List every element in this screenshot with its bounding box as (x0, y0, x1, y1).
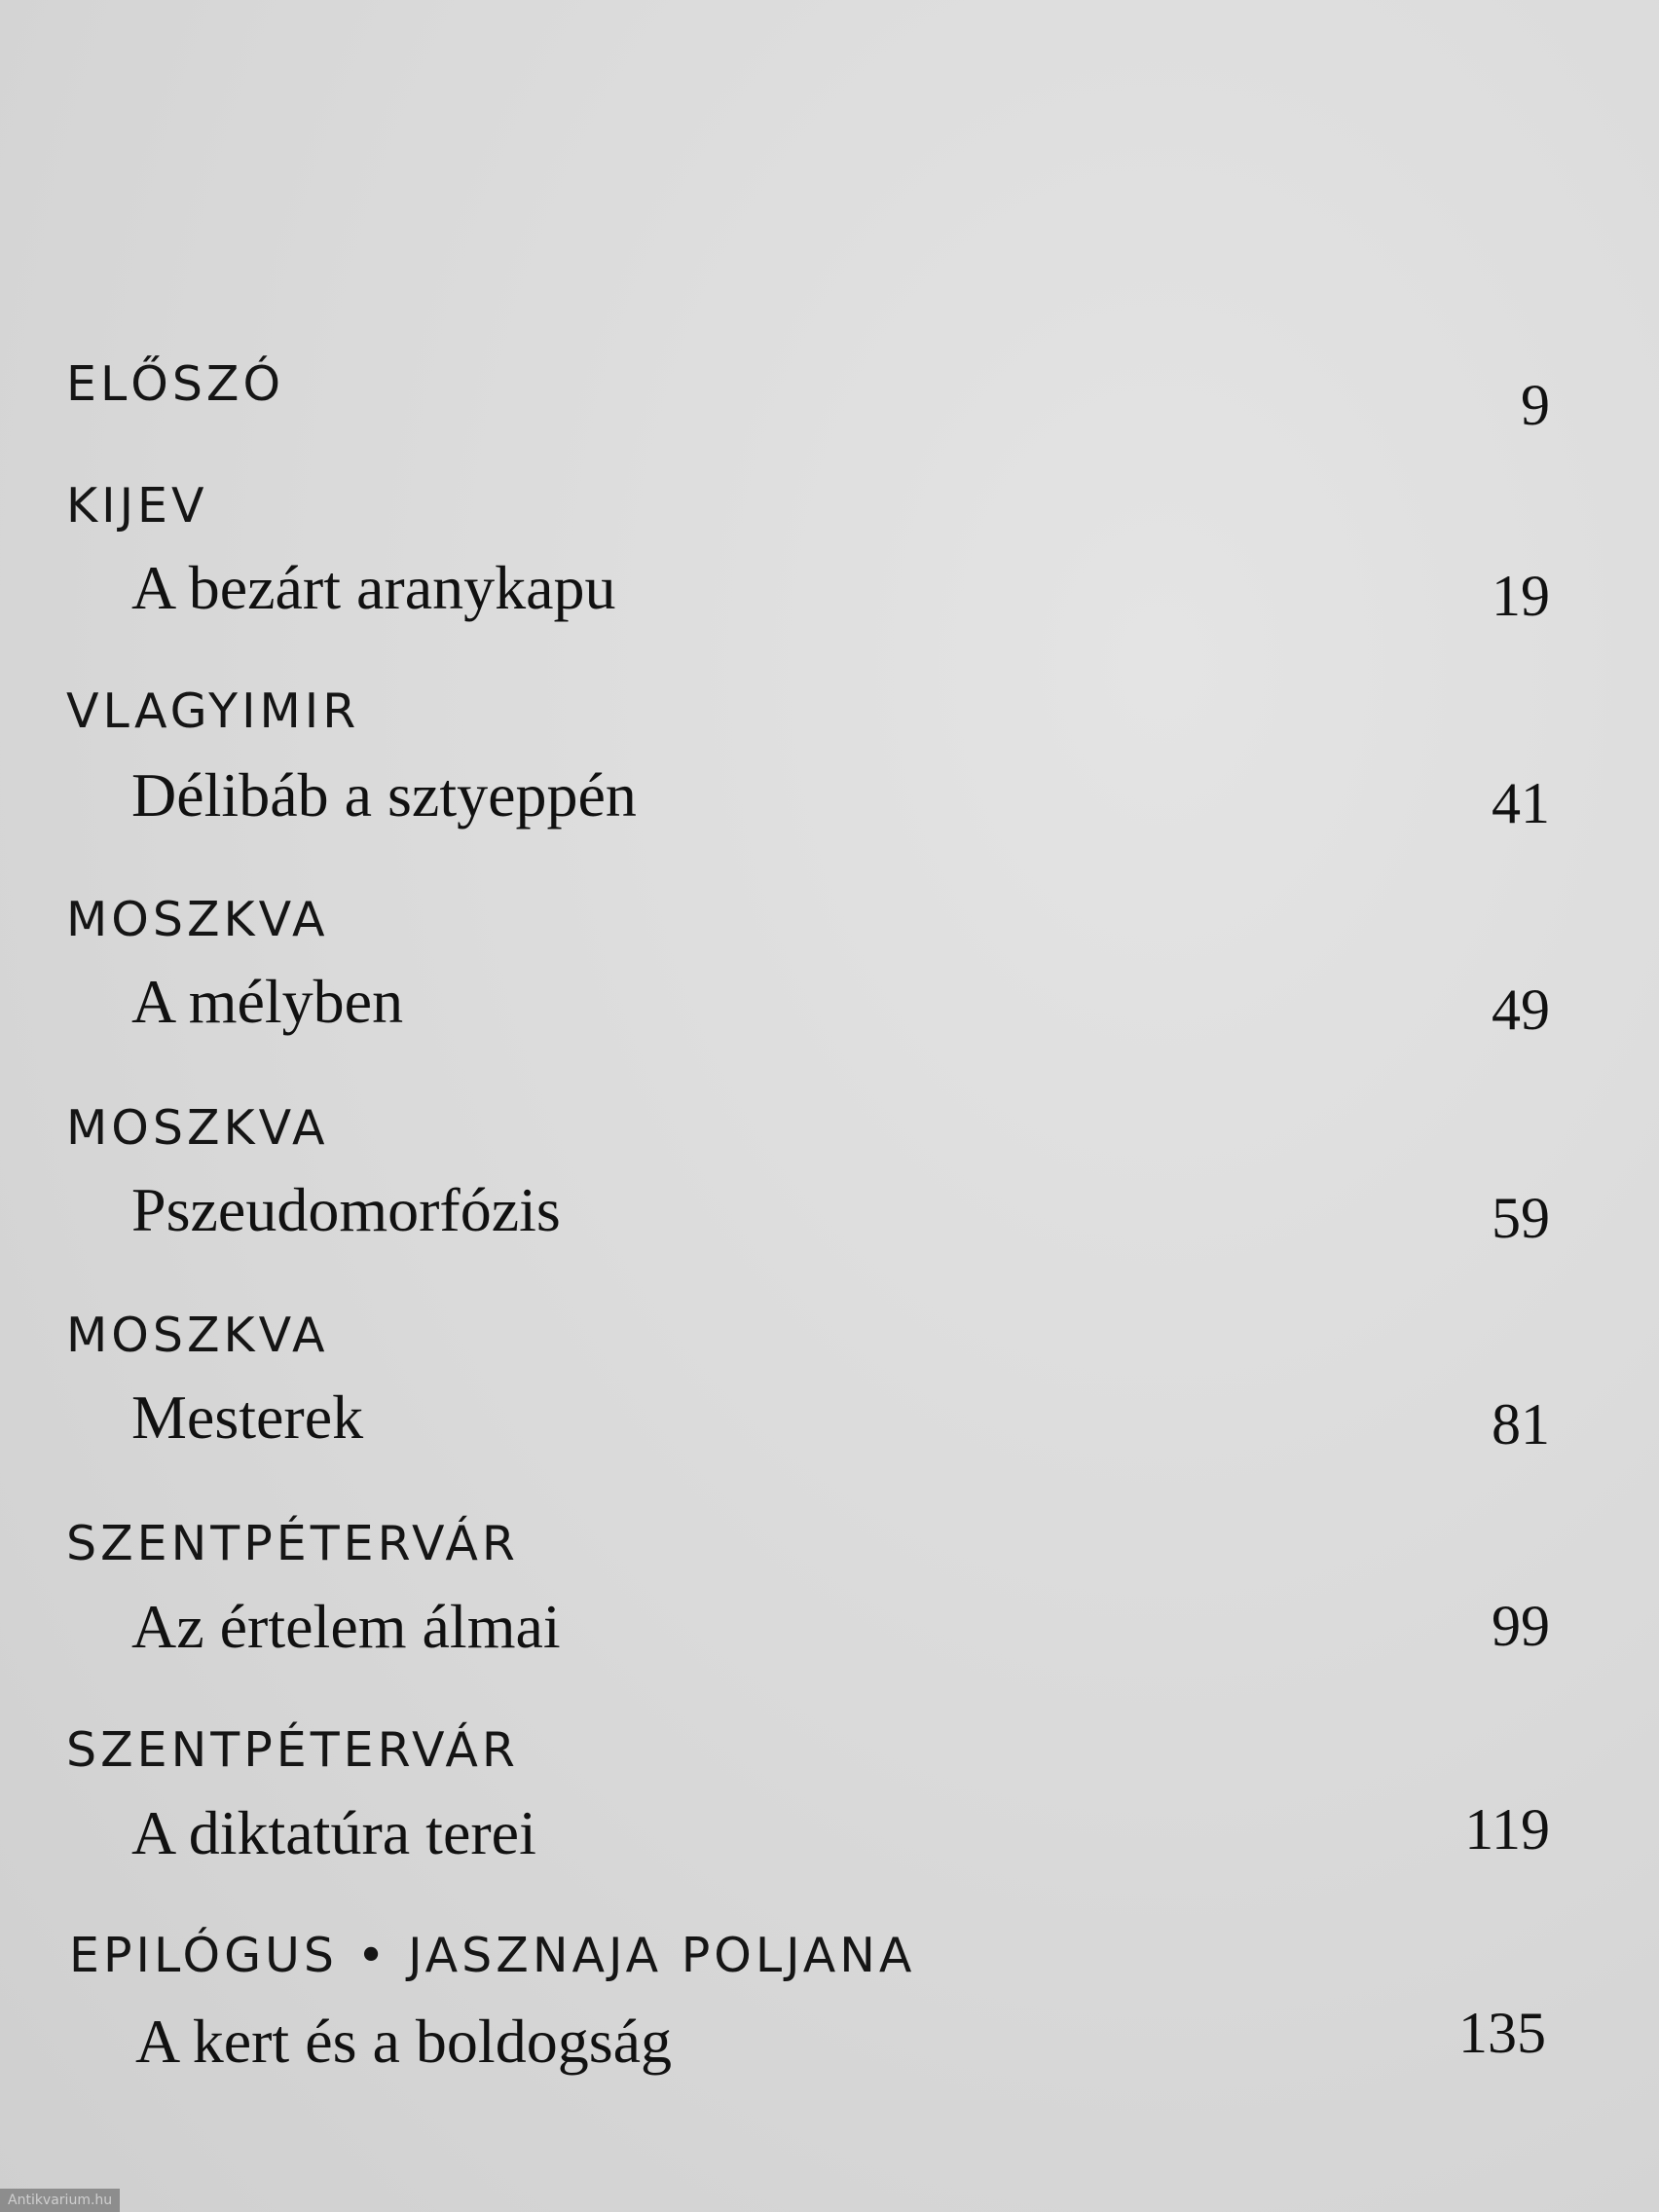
toc-page-number: 81 (1492, 1392, 1550, 1456)
toc-chapter-title: A bezárt aranykapu (131, 553, 616, 622)
toc-place-epilogus: EPILÓGUS • JASZNAJA POLJANA (69, 1928, 916, 1983)
toc-chapter-title: Pszeudomorfózis (131, 1175, 561, 1244)
toc-chapter-title: A mélyben (131, 967, 404, 1036)
toc-chapter-title: Délibáb a sztyeppén (131, 760, 637, 830)
toc-page-number: 49 (1492, 977, 1550, 1042)
toc-place-moszkva: MOSZKVA (66, 892, 329, 947)
toc-chapter-title: Mesterek (131, 1382, 364, 1452)
toc-page-number: 59 (1492, 1186, 1550, 1250)
toc-page-number: 99 (1492, 1594, 1550, 1658)
preface-label: ELŐSZÓ (66, 356, 285, 412)
toc-chapter-title: A kert és a boldogság (135, 2007, 672, 2076)
preface-page-number: 9 (1521, 373, 1550, 437)
toc-chapter-title: Az értelem álmai (131, 1592, 561, 1661)
toc-page-number: 41 (1492, 771, 1550, 835)
toc-place-szentpetervar: SZENTPÉTERVÁR (66, 1516, 519, 1571)
toc-place-vlagyimir: VLAGYIMIR (66, 683, 360, 739)
toc-place-moszkva: MOSZKVA (66, 1308, 329, 1363)
toc-page-number: 119 (1464, 1797, 1550, 1862)
watermark-text: Antikvarium.hu (0, 2189, 120, 2212)
toc-place-moszkva: MOSZKVA (66, 1100, 329, 1156)
toc-place-szentpetervar: SZENTPÉTERVÁR (66, 1722, 519, 1778)
toc-page-number: 135 (1458, 2001, 1546, 2065)
toc-chapter-title: A diktatúra terei (131, 1798, 536, 1867)
toc-page-number: 19 (1492, 564, 1550, 628)
toc-place-kijev: KIJEV (66, 478, 208, 534)
